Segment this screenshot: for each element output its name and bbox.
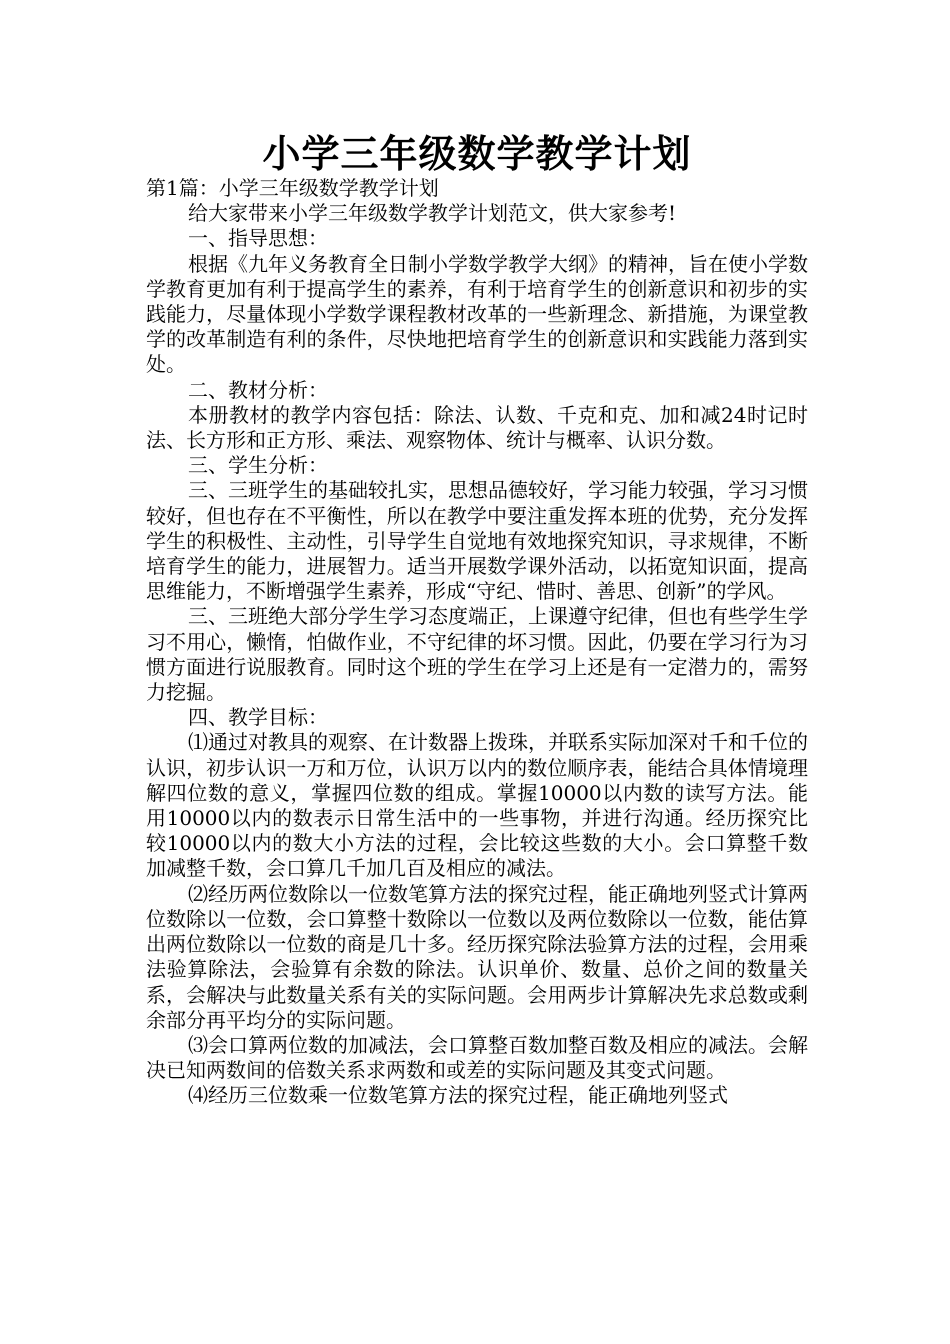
paragraph-goal-1: ⑴通过对教具的观察、在计数器上拨珠，并联系实际加深对千和千位的认识，初步认识一万和万位，认识万以内的数位顺序表，能结合具体情境理解四位数的意义，掌握四位数的组成。掌握10000以内数的读写方法。能用10000以内的数表示日常生活中的一些事物，并进行沟通。经历探究比较10000以内的数大小方法的过程，会比较这些数的大小。会口算整千数加减整千数，会口算几千加几百及相应的减法。 [146, 730, 808, 881]
document-subtitle: 第1篇：小学三年级数学教学计划 [146, 176, 439, 200]
paragraph-goal-4: ⑷经历三位数乘一位数笔算方法的探究过程，能正确地列竖式 [188, 1083, 728, 1108]
paragraph-textbook-analysis: 本册教材的教学内容包括：除法、认数、千克和克、加和减24时记时法、长方形和正方形、乘法、观察物体、统计与概率、认识分数。 [146, 402, 808, 453]
paragraph-goal-3: ⑶会口算两位数的加减法，会口算整百数加整百数及相应的减法。会解决已知两数间的倍数关系求两数和或差的实际问题及其变式问题。 [146, 1032, 808, 1083]
document-title: 小学三年级数学教学计划 [262, 132, 692, 176]
intro-paragraph: 给大家带来小学三年级数学教学计划范文，供大家参考! [188, 201, 677, 226]
section-heading-guiding-ideology: 一、指导思想： [188, 226, 328, 251]
paragraph-student-analysis-2: 三、三班绝大部分学生学习态度端正，上课遵守纪律，但也有些学生学习不用心，懒惰，怕做作业，不守纪律的坏习惯。因此，仍要在学习行为习惯方面进行说服教育。同时这个班的学生在学习上还是有一定潜力的，需努力挖掘。 [146, 604, 808, 705]
section-heading-teaching-goals: 四、教学目标： [188, 705, 328, 730]
paragraph-guiding-ideology: 根据《九年义务教育全日制小学数学教学大纲》的精神，旨在使小学数学教育更加有利于提高学生的素养，有利于培育学生的创新意识和初步的实践能力，尽量体现小学数学课程教材改革的一些新理念、新措施，为课堂教学的改革制造有利的条件，尽快地把培育学生的创新意识和实践能力落到实处。 [146, 251, 808, 377]
paragraph-goal-2: ⑵经历两位数除以一位数笔算方法的探究过程，能正确地列竖式计算两位数除以一位数，会口算整十数除以一位数以及两位数除以一位数，能估算出两位数除以一位数的商是几十多。经历探究除法验算方法的过程，会用乘法验算除法，会验算有余数的除法。认识单价、数量、总价之间的数量关系，会解决与此数量关系有关的实际问题。会用两步计算解决先求总数或剩余部分再平均分的实际问题。 [146, 881, 808, 1032]
document-body [146, 176, 808, 1109]
document-page [146, 0, 808, 1109]
section-heading-textbook-analysis: 二、教材分析： [188, 377, 328, 402]
paragraph-student-analysis-1: 三、三班学生的基础较扎实，思想品德较好，学习能力较强，学习习惯较好，但也存在不平衡性，所以在教学中要注重发挥本班的优势，充分发挥学生的积极性、主动性，引导学生自觉地有效地探究知识，寻求规律，不断培育学生的能力，进展智力。适当开展数学课外活动，以拓宽知识面，提高思维能力，不断增强学生素养，形成“守纪、惜时、善思、创新”的学风。 [146, 478, 808, 604]
section-heading-student-analysis: 三、学生分析： [188, 453, 328, 478]
